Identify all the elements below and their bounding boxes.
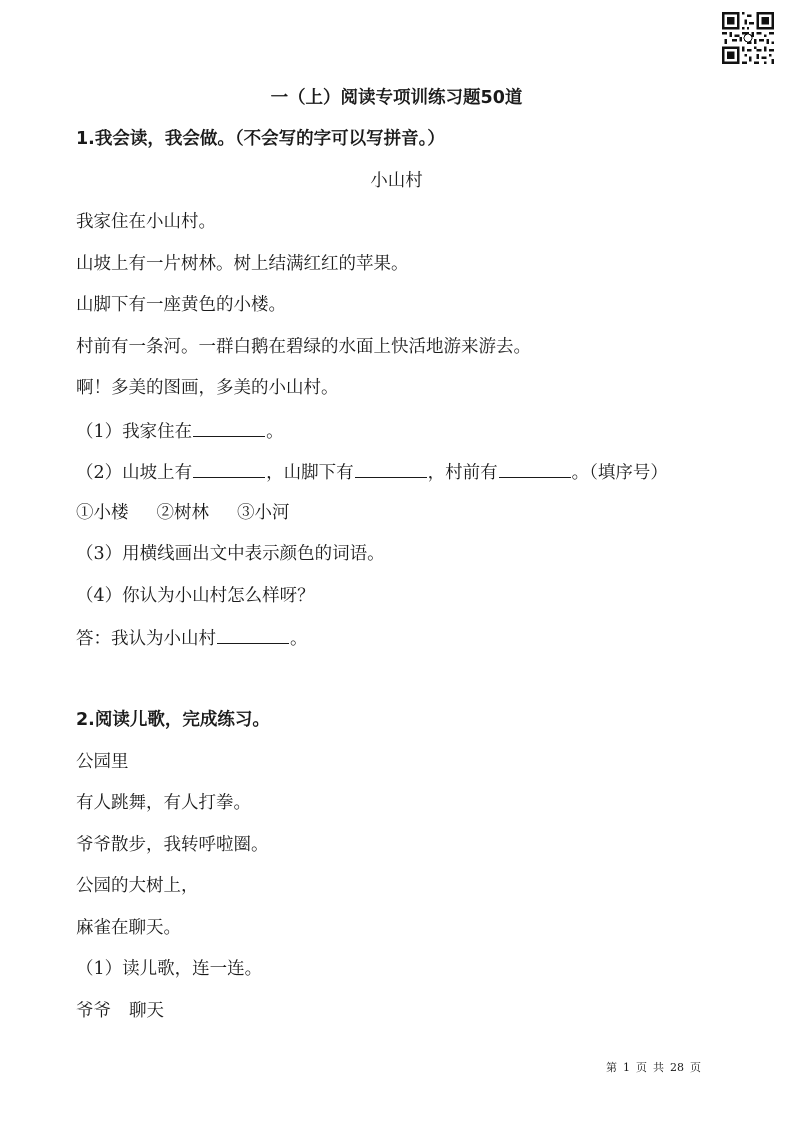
option-item: ②树林 [156, 503, 209, 523]
question-1-sub-3: （3）用横线画出文中表示颜色的词语。 [76, 544, 385, 564]
sub-1-prefix: （1）我家住在 [76, 422, 193, 442]
passage-line: 山脚下有一座黄色的小楼。 [76, 295, 286, 315]
answer-blank [217, 625, 289, 644]
passage-line: 村前有一条河。一群白鹅在碧绿的水面上快活地游来游去。 [76, 337, 531, 357]
match-right-item: 聊天 [129, 1001, 164, 1021]
option-item: ①小楼 [76, 503, 129, 523]
poem-line: 公园的大树上， [76, 876, 199, 896]
footer-page-number: 1 [623, 1061, 630, 1074]
poem-line: 爷爷散步，我转呼啦圈。 [76, 835, 269, 855]
answer-blank [193, 459, 265, 478]
footer-total-unit: 页 [690, 1061, 701, 1074]
poem-line: 公园里 [76, 752, 129, 772]
answer-blank [355, 459, 427, 478]
answer-prefix: 答：我认为小山村 [76, 629, 216, 649]
match-left-item: 爷爷 [76, 1001, 111, 1021]
footer-total-label: 共 [653, 1061, 664, 1074]
poem-line: 麻雀在聊天。 [76, 918, 181, 938]
footer-total-number: 28 [670, 1061, 684, 1074]
sub-2-mid-2: ，村前有 [427, 463, 498, 483]
page-footer [606, 1060, 707, 1076]
question-2-heading: 2.阅读儿歌，完成练习。 [76, 710, 270, 730]
sub-2-suffix: 。（填序号） [571, 463, 668, 483]
passage-title: 小山村 [370, 171, 423, 191]
passage-line: 啊！多美的图画，多美的小山村。 [76, 378, 339, 398]
answer-blank [193, 418, 265, 437]
question-1-sub-1 [76, 418, 284, 444]
document-title: 一（上）阅读专项训练习题50道 [270, 88, 523, 108]
question-1-sub-2 [76, 459, 668, 485]
poem-line: 有人跳舞，有人打拳。 [76, 793, 251, 813]
answer-suffix: 。 [290, 629, 308, 649]
footer-page-label: 第 [606, 1061, 617, 1074]
question-1-heading: 1.我会读，我会做。（不会写的字可以写拼音。） [76, 129, 445, 149]
question-2-sub-1: （1）读儿歌，连一连。 [76, 959, 263, 979]
answer-blank [499, 459, 571, 478]
question-1-sub-4: （4）你认为小山村怎么样呀？ [76, 586, 315, 606]
sub-2-prefix: （2）山坡上有 [76, 463, 193, 483]
passage-line: 我家住在小山村。 [76, 212, 216, 232]
sub-2-mid-1: ，山脚下有 [266, 463, 354, 483]
answer-line [76, 625, 308, 651]
option-list [76, 501, 290, 525]
qr-code-icon [722, 12, 774, 64]
option-item: ③小河 [237, 503, 290, 523]
match-pair [76, 999, 164, 1023]
sub-1-suffix: 。 [266, 422, 284, 442]
passage-line: 山坡上有一片树林。树上结满红红的苹果。 [76, 254, 409, 274]
footer-page-unit: 页 [636, 1061, 647, 1074]
